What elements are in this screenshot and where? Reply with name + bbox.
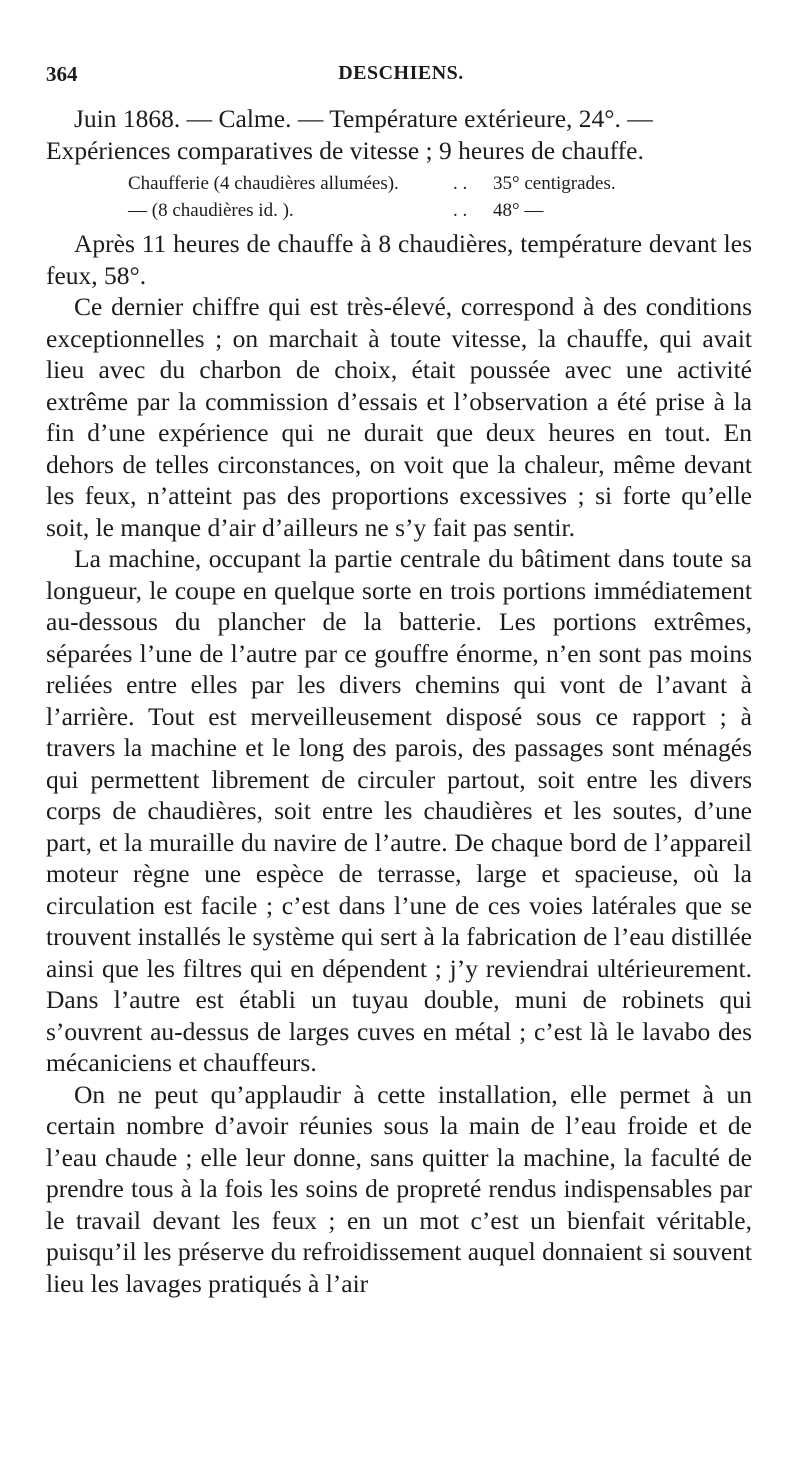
row-label: — (8 chaudières id. ). — [128, 200, 294, 221]
paragraph: Après 11 heures de chauffe à 8 chaudières, température devant les feux, 58°. — [46, 229, 752, 290]
table-row — [46, 197, 752, 224]
intro-line-1: Juin 1868. — Calme. — Température extérieure, 24°. — — [74, 104, 653, 133]
row-dots: . . — [453, 173, 468, 194]
row-dots: . . — [453, 200, 468, 221]
body-text — [46, 103, 752, 1299]
table-row — [46, 170, 752, 197]
paragraph: La machine, occupant la partie centrale du bâtiment dans toute sa longueur, le coupe en quelque sorte en trois portions immédiatement au-dessous du plancher de la batterie. Les portions extrêmes, séparées l’une de l’autre par ce gouffre énorme, n’en sont pas moins reliées entre elles par les divers chemins qui vont de l’avant à l’arrière. Tout est merveilleusement disposé sous ce rapport ; à travers la machine et le long des parois, des passages sont ménagés qui permettent librement de circuler partout, soit entre les divers corps de chaudières, soit entre les chaudières et les soutes, d’une part, et la muraille du navire de l’autre. De chaque bord de l’appareil moteur règne une espèce de terrasse, large et spacieuse, où la circulation est facile ; c’est dans l’une de ces voies latérales que se trouvent installés le système qui sert à la fabrication de l’eau distillée ainsi que les filtres qui en dépendent ; j’y reviendrai ultérieurement. Dans l’autre est établi un tuyau double, muni de robinets qui s’ouvrent au-dessus de larges cuves en métal ; c’est là le lavabo des mécaniciens et chauffeurs. — [46, 544, 752, 1077]
row-value: 48° — — [493, 200, 544, 221]
page-header — [46, 62, 756, 92]
row-value: 35° centigrades. — [493, 173, 616, 194]
row-label: Chaufferie (4 chaudières allumées). — [128, 173, 399, 194]
intro-line-2: Expériences comparatives de vitesse ; 9 heures de chauffe. — [46, 135, 644, 165]
paragraph: On ne peut qu’applaudir à cette installation, elle permet à un certain nombre d’avoir réunies sous la main de l’eau froide et de l’eau chaude ; elle leur donne, sans quitter la machine, la faculté de prendre tous à la fois les soins de propreté rendus indispensables par le travail devant les feux ; en un mot c’est un bienfait véritable, puisqu’il les préserve du refroidissement auquel donnaient si souvent lieu les lavages pratiqués à l’air — [46, 1079, 752, 1298]
paragraph: Ce dernier chiffre qui est très-élevé, correspond à des conditions exceptionnelles ; on marchait à toute vitesse, la chauffe, qui avait lieu avec du charbon de choix, était poussée avec une activité extrême par la commission d’essais et l’observation a été prise à la fin d’une expérience qui ne durait que deux heures en tout. En dehors de telles circonstances, on voit que la chaleur, même devant les feux, n’atteint pas des proportions excessives ; si forte qu’elle soit, le manque d’air d’ailleurs ne s’y fait pas sentir. — [46, 292, 752, 542]
page-number: 364 — [46, 62, 78, 86]
temperature-table — [46, 170, 752, 224]
running-title: DESCHIENS. — [338, 62, 464, 84]
